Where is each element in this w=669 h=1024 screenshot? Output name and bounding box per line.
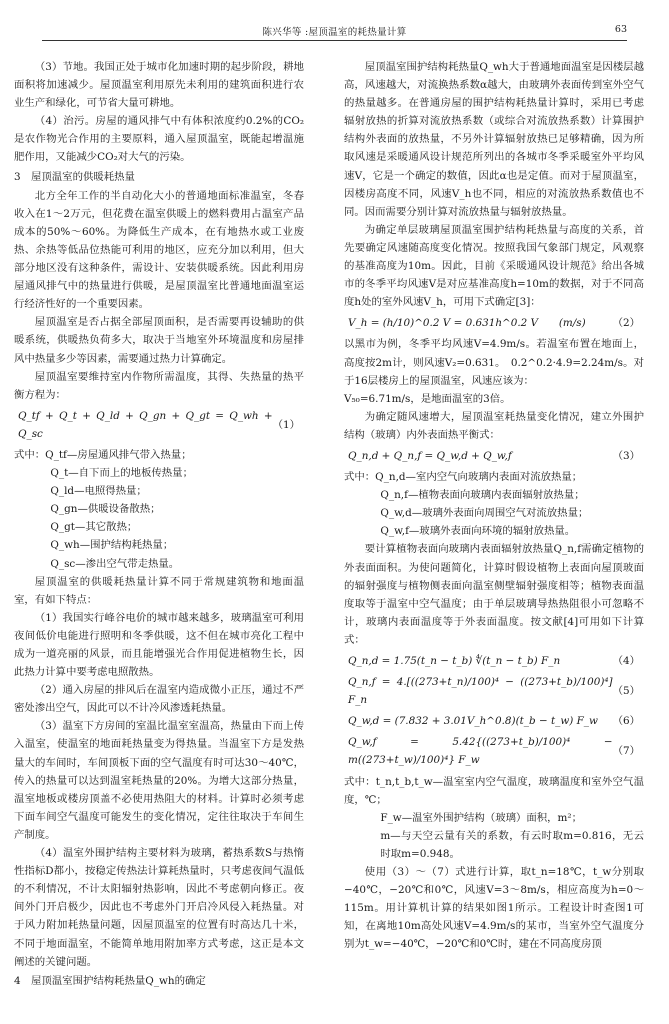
equation xyxy=(344,733,644,769)
paragraph: （3）节地。我国正处于城市化加速时期的起步阶段，耕地面积将加速减少。屋顶温室利用原先未利用的建筑面积进行农业生产和绿化，可节省大量可耕地。 xyxy=(14,61,304,110)
page-number: 63 xyxy=(614,24,627,35)
running-title: 陈兴华等 :屋顶温室的耗热量计算 xyxy=(262,27,407,38)
paragraph: 式中：t_n,t_b,t_w—温室室内空气温度，玻璃温度和室外空气温度，℃； xyxy=(344,775,644,806)
equation-number: （3） xyxy=(612,449,640,462)
paragraph: （4）温室外围护结构主要材料为玻璃，蓄热系数S与热惰性指标D都小，按稳定传热法计算耗热量时，只考虑夜间气温低的不利情况，不计太阳辐射热影响，因此不考虑朝向修正。夜间外门开启极少，因此也不考虑外门开启冷风侵入耗热量。对于风力附加耗热量问题，因屋顶温室的位置有时高达几十米，不同于地面温室，不能简单地用附加率方式考虑，这正是本文阐述的关键问题。 xyxy=(14,847,304,968)
symbol-definition: Q_w,f—玻璃外表面向环境的辐射放热量。 xyxy=(380,525,576,538)
paragraph: 要计算植物表面向玻璃内表面辐射放热量Q_n,f需确定植物的外表面面积。为使问题简化，计算时假设植物上表面向屋顶玻面的辐射强度与植物侧表面向温室侧壁辐射强度相等；植物表面温度取等于温室中空气温度；由于单层玻璃导热热阻很小可忽略不计，玻璃内表面温度等于外表面温度。按文献[4]可用如下计算式： xyxy=(344,543,644,646)
equation-number: （2） xyxy=(612,317,640,330)
paragraph: 为确定单层玻璃屋顶温室围护结构耗热量与高度的关系，首先要确定风速随高度变化情况。按照我国气象部门规定，风观察的基准高度为10m。因此，目前《采暖通风设计规范》给出各城市的冬季平均风速V是对应基准高度h=10m的数据，对于不同高度h处的室外风速V_h，可用下式确定[3]： xyxy=(344,223,644,309)
paragraph: （3）温室下方房间的室温比温室室温高，热量由下而上传入温室，使温室的地面耗热量变为得热量。当温室下方是发热量大的车间时，车间顶板下面的空气温度有时可达30～40℃，传入的热量可以达到温室耗热量的20%。为增大这部分热量，温室地板或楼房顶盖不必使用热阻大的材料。计算时必须考虑下面车间空气温度可能发生的变化情况，定往往取决于车间生产制度。 xyxy=(14,720,304,841)
paragraph: 屋顶温室围护结构耗热量Q_wh大于普通地面温室是因楼层越高，风速越大，对流换热系数α越大，由玻璃外表面传到室外空气的热量越多。在普通房屋的围护结构耗热量计算时，采用已考虑辐射放热的折算对流放热系数（或综合对流放热系数）计算围护结构外表面的放热量，不另外计算辐射放热已足够精确，因为所取风速是采暖通风设计规范所列出的各城市冬季采暖室外平均风速V，它是一个确定的数值，因此α也是定值。而对于屋顶温室，因楼房高度不同，风速V_h也不同，相应的对流放热系数值也不同。因而需要分别计算对流放热量与辐射放热量。 xyxy=(344,61,644,218)
equation-body: Q_w,f = 5.42{((273+t_b)/100)⁴ − m((273+t_w)/100)⁴} F_w xyxy=(348,736,613,767)
section-heading: 4 屋顶温室围护结构耗热量Q_wh的确定 xyxy=(14,974,206,987)
paragraph: V₅₀=6.71m/s，是地面温室的3倍。 xyxy=(344,392,511,405)
equation xyxy=(14,407,304,443)
equation xyxy=(344,673,644,709)
symbol-definition: m—与天空云量有关的系数，有云时取m=0.816，无云时取m=0.948。 xyxy=(380,829,644,860)
symbol-definition: Q_n,f—植物表面向玻璃内表面辐射放热量； xyxy=(380,489,585,502)
equation xyxy=(344,447,644,465)
equation-body: V_h = (h/10)^0.2 V = 0.631h^0.2 V (m/s) xyxy=(348,317,586,330)
paragraph: 为确定随风速增大，屋顶温室耗热量变化情况，建立外围护结构（玻璃）内外表面热平衡式： xyxy=(344,410,644,441)
equation-body: Q_n,f = 4.[((273+t_n)/100)⁴ − ((273+t_b)/100)⁴] F_n xyxy=(348,676,613,707)
equation-body: Q_n,d = 1.75(t_n − t_b) ∜(t_n − t_b) F_n xyxy=(348,655,561,667)
paragraph: （4）治污。房屋的通风排气中有体积浓度约0.2%的CO₂是农作物光合作用的主要原料，通入屋顶温室，既能起增温施肥作用，又能减少CO₂对大气的污染。 xyxy=(14,115,304,164)
symbol-definition: Q_sc—渗出空气带走热量。 xyxy=(50,557,180,570)
equation-number: （4） xyxy=(612,655,640,667)
equation xyxy=(344,314,644,332)
paragraph: 式中：Q_tf—房屋通风排气带入热量； xyxy=(14,448,192,461)
paragraph: 屋顶温室是否占据全部屋顶面积，是否需要再设辅助的供暖系统，供暖热负荷多大，取决于当地室外环境温度和房屋排风中热量多少等因素，需要通过热力计算确定。 xyxy=(14,316,304,365)
header-rule xyxy=(42,40,627,41)
symbol-definition: Q_wh—围护结构耗热量； xyxy=(50,539,174,552)
section-heading: 3 屋顶温室的供暖耗热量 xyxy=(14,170,135,183)
symbol-definition: Q_gt—其它散热； xyxy=(50,521,138,534)
equation-number: （7） xyxy=(612,745,640,758)
paragraph: 屋顶温室要维持室内作物所需温度，其得、失热量的热平衡方程为： xyxy=(14,370,304,401)
paragraph: 以黑市为例，冬季平均风速V=4.9m/s。若温室布置在地面上，高度按2m计，则风速V₂=0.631。 0.2^0.2·4.9=2.24m/s。对于16层楼房上的屋顶温室，风速应该为： xyxy=(344,338,644,387)
equation-number: （5） xyxy=(612,685,640,698)
paragraph: 屋顶温室的供暖耗热量计算不同于常规建筑物和地面温室，有如下特点： xyxy=(14,575,304,606)
equation-number: （1） xyxy=(272,418,300,431)
symbol-definition: Q_w,d—玻璃外表面向周围空气对流放热量； xyxy=(380,507,589,520)
equation-number: （6） xyxy=(612,715,640,728)
symbol-definition: Q_t—自下而上的地板传热量； xyxy=(50,467,193,480)
page-header xyxy=(0,0,669,42)
equation-body: Q_tf + Q_t + Q_ld + Q_gn + Q_gt = Q_wh + Q_sc xyxy=(18,409,273,440)
paragraph: 北方全年工作的半自动化大小的普通地面标准温室，冬春收入在1～2万元，但花费在温室供暖上的燃料费用占温室产品成本的50%～60%。为降低生产成本，在有地热水或工业废热、余热等低品位热能可利用的地区，应充分加以利用，但大部分地区没有这种条件，需设计、安装供暖系统。因此利用房屋通风排气中的热量进行供暖，是屋顶温室比普通地面温室运行经济性好的一个重要因素。 xyxy=(14,189,304,311)
paragraph: 使用（3）～（7）式进行计算，取t_n=18℃，t_w分别取−40℃，−20℃和0℃，风速V=3～8m/s，相应高度为h=0～115m。用计算机计算的结果如图1所示。工程设计时查图1可知，在离地10m高处风速V=4.9m/s的某市，当室外空气温度分别为t_w=−40℃，−20℃和0℃时，建在不同高度房顶 xyxy=(344,866,644,951)
equation-body: Q_n,d + Q_n,f = Q_w,d + Q_w,f xyxy=(348,449,512,462)
symbol-definition: Q_ld—电照得热量； xyxy=(50,485,147,498)
equation xyxy=(344,712,644,730)
paragraph: （1）我国实行峰谷电价的城市越来越多，玻璃温室可利用夜间低价电能进行照明和冬季供暖，这不但在城市亮化工程中成为一道亮丽的风景，而且能增强光合作用促进植物生长，因此热力计算中要考虑电照散热。 xyxy=(14,611,304,679)
symbol-definition: F_w—温室外围护结构（玻璃）面积，m²； xyxy=(380,811,582,824)
left-column xyxy=(14,58,304,991)
equation-body: Q_w,d = (7.832 + 3.01V_h^0.8)(t_b − t_w) F_w xyxy=(348,715,598,728)
right-column xyxy=(344,58,644,954)
paragraph: （2）通入房屋的排风后在温室内造成微小正压，通过不严密处渗出空气，因此可以不计冷风渗透耗热量。 xyxy=(14,684,304,715)
paragraph: 式中：Q_n,d—室内空气向玻璃内表面对流放热量； xyxy=(344,471,583,484)
equation xyxy=(344,652,644,670)
symbol-definition: Q_gn—供暖设备散热； xyxy=(50,503,161,516)
